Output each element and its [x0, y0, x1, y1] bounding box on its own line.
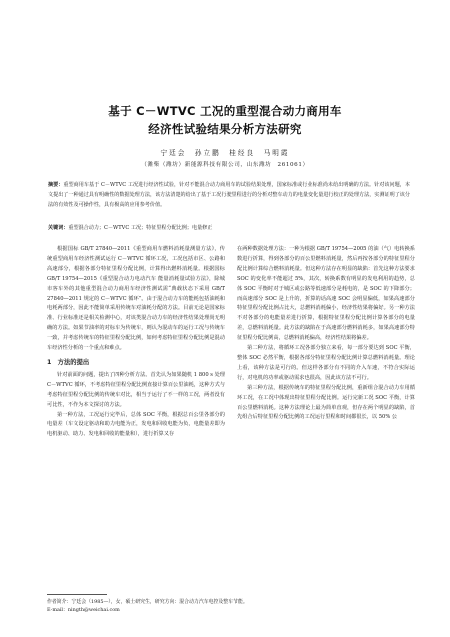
body-paragraph: 第二种方法，将循环工况各部分独立来看，每一部分要达到 SOC 平衡，整体 SOC 必然平衡，根据各部分特征里程分配比例计算总燃料消耗量。理论上看，该种方法是可行的。但这样各部分有不同的介入车速，不符合实际运行，对电机的功率或驱动需求也很高，因此该方法不可行。	[237, 345, 415, 381]
keywords-label: 关键词：	[48, 225, 69, 231]
section-heading: 1 方法的提出	[47, 358, 90, 366]
keywords-text: 重型混合动力；C－WTVC 工况；特征里程分配比例；电量修正	[68, 225, 213, 231]
body-column-left	[47, 245, 225, 440]
abstract-text: 重型商用车基于 C－WTVC 工况进行经济性试验，针对不能混合动力商用车的试验结果处理，国家标准或行业标准尚未给出明确的方法。针对该问题，本文提出了一种通过具有明确性的数据处理方法，该方法清楚的给出了基于工况行驶里程进行的分析对整车动力的电量变化量进行校正的处理方法，实测证明了该分法的有效性及可操作性，具有极高的应用参考价值。	[48, 182, 410, 209]
body-paragraph: 在两种数据处理方法：一种为根据 GB/T 19754—2005 的油（气）电转换系数进行折算，得到各部分的百公里燃料消耗量，然后再按各部分的特征里程分配比例计算综合燃料消耗量。但这种方法存在明显的缺陷：首先这种方法要求 SOC 的变化率不能超过 5%，其次，转换系数有明显的发电利用的趋势，总体 SOC 平衡时对于城区或公路等低速部分是耗电的，是 SOC 的下降部分；而高速部分 SOC 是上升的，折算的话高速 SOC 会明显偏低，如果高速部分特征里程分配比例占比大，总燃料消耗偏小，经济性结果将偏好。另一种方法不对各部分的电能量差进行折算，根据特征里程分配比例计算各部分的电量差，总燃料消耗量。此方法的缺陷在于高速部分燃料消耗多，如果高速部分特征里程分配比例高，总燃料消耗偏高，经济性结果将偏差。	[237, 246, 415, 342]
body-paragraph: 第三种方法，根据传统车的特征里程分配比例，重新组合混合动力车用循环工况，在工况中体现出特征里程分配比例。运行完新工况 SOC 平衡，计算百公里燃料消耗。这种方法理论上最为简单直观，但存在两个明显的缺陷，首先组合后特征里程分配比例的工况运行里程和时间都很长，以 50% 公	[237, 384, 415, 421]
author-list: 宁廷会 孙立鹏 桂经良 马明霞	[160, 149, 290, 157]
author-email: E-mail：ningth@weichai.com	[47, 607, 120, 613]
paper-title-line2: 经济性试验结果分析方法研究	[148, 122, 302, 136]
body-paragraph: 针对前面的问题，提出了四种分析方法。首先认为如果随机 1 800 s 处理 C－WTVC 循环，不考虑特征里程分配比例直接计算百公里油耗，这种方式与考虑特征里程分配比例的传统车对比，相当于运行了不一样的工况，两者没有可比性，不作为本文探讨的方法。	[47, 371, 225, 408]
body-paragraph: 根据国标 GB/T 27840—2011《重型商用车燃料消耗量测量方法》，传统重型商用车经济性测试运行 C－WTVC 循环工况，工况包括市区、公路和高速部分，根据各部分特征里程分配比例，计算得出燃料消耗量。根据国标 GB/T 19754—2015《重型混合动力电动汽车 能量消耗量试验方法》，除城市客车外的其他重型混合动力商用车经济性测试需“典载状态下采用 GB/T 27840—2011 规定的 C－WTVC 循环”。由于混合动力车的能耗包括油耗和电耗两部分，因此不能简单采用传统车对油耗分配的方法。目前无论是国家标准、行业标准还是相关检测中心，对该类混合动力车的经济性结果处理尚无明确的方法。如果节油率的对标车为传统车，则认为混动车的运行工况与传统车一致，并考虑传统车的特征里程分配比例，如何考虑特征里程分配比例是混动车经济性分析的一个重点和难点。	[47, 246, 225, 352]
author-info: 作者简介：宁廷会（1985—），女，硕士研究生，研究方向：混合动力汽车电控及整车节能。	[47, 599, 248, 605]
body-paragraph: 第一种方法，工况运行完毕后，总体 SOC 平衡，根据总百公里各部分的电量差（车文设定驱动和助力电能为正，发电和回收电能为负，电能量差即为电机驱动、助力、发电和回收的能量和），进行折算又存	[47, 411, 225, 438]
footnote	[47, 598, 417, 614]
keywords	[48, 223, 410, 233]
body-column-right	[237, 245, 415, 423]
footnote-divider	[47, 594, 107, 595]
abstract-label: 摘要：	[48, 182, 64, 188]
paper-title-line1: 基于 C－WTVC 工况的重型混合动力商用车	[108, 104, 342, 118]
affiliation: （潍柴（潍坊）新能源科技有限公司，山东潍坊 261061）	[141, 162, 309, 168]
abstract	[48, 180, 410, 211]
